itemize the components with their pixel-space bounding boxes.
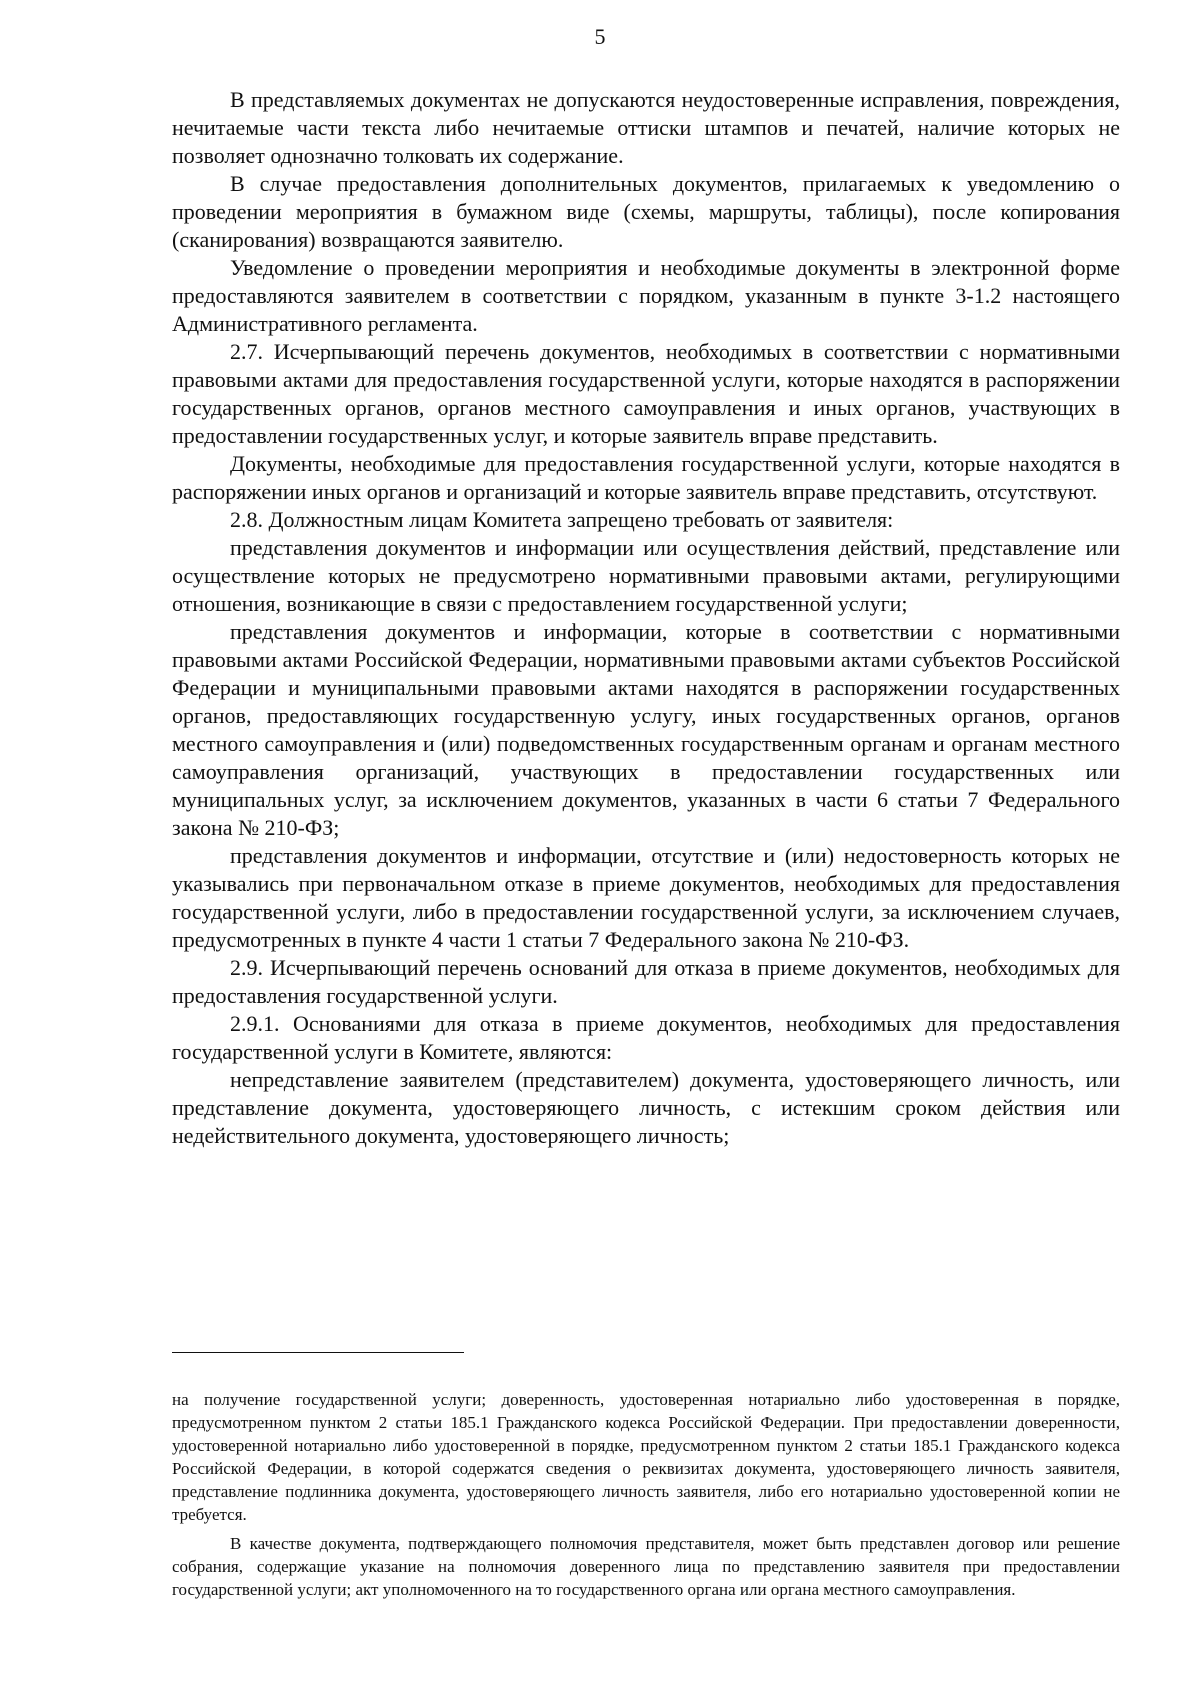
- paragraph-additional-documents: В случае предоставления дополнительных документов, прилагаемых к уведомлению о проведении мероприятия в бумажном виде (схемы, маршруты, таблицы), после копирования (сканирования) возвращаются заявителю.: [172, 171, 1120, 252]
- paragraph-prohibition-1: представления документов и информации или осуществления действий, представление или осуществление которых не предусмотрено нормативными правовыми актами, регулирующими отношения, возникающие в связи с предоставлением государственной услуги;: [172, 535, 1120, 616]
- paragraph-section-2-9-1: 2.9.1. Основаниями для отказа в приеме документов, необходимых для предоставления государственной услуги в Комитете, являются:: [172, 1011, 1120, 1064]
- footnotes: [172, 1388, 1120, 1601]
- paragraph-documents-absent: Документы, необходимые для предоставления государственной услуги, которые находятся в распоряжении иных органов и организаций и которые заявитель вправе представить, отсутствуют.: [172, 451, 1120, 504]
- paragraph-section-2-7: 2.7. Исчерпывающий перечень документов, необходимых в соответствии с нормативными правовыми актами для предоставления государственной услуги, которые находятся в распоряжении государственных органов, органов местного самоуправления и иных органов, участвующих в предоставлении государственных услуг, и которые заявитель вправе представить.: [172, 339, 1120, 448]
- paragraph-prohibition-2: представления документов и информации, которые в соответствии с нормативными правовыми актами Российской Федерации, нормативными правовыми актами субъектов Российской Федерации и муниципальными правовыми актами находятся в распоряжении государственных органов, предоставляющих государственную услугу, иных государственных органов, органов местного самоуправления и (или) подведомственных государственным органам и органам местного самоуправления организаций, участвующих в предоставлении государственных или муниципальных услуг, за исключением документов, указанных в части 6 статьи 7 Федерального закона № 210-ФЗ;: [172, 619, 1120, 840]
- footnote-representative-authority: В качестве документа, подтверждающего полномочия представителя, может быть представлен договор или решение собрания, содержащие указание на полномочия доверенного лица по представлению заявителя при предоставлении государственной услуги; акт уполномоченного на то государственного органа или органа местного самоуправления.: [172, 1534, 1120, 1599]
- paragraph-section-2-8: 2.8. Должностным лицам Комитета запрещено требовать от заявителя:: [230, 507, 894, 532]
- page-number: 5: [594, 24, 606, 49]
- paragraph-prohibition-3: представления документов и информации, отсутствие и (или) недостоверность которых не указывались при первоначальном отказе в приеме документов, необходимых для предоставления государственной услуги, либо в предоставлении государственной услуги, за исключением случаев, предусмотренных в пункте 4 части 1 статьи 7 Федерального закона № 210-ФЗ.: [172, 843, 1120, 952]
- footnote-separator: [172, 1352, 464, 1353]
- paragraph-section-2-9: 2.9. Исчерпывающий перечень оснований для отказа в приеме документов, необходимых для предоставления государственной услуги.: [172, 955, 1120, 1008]
- footnote-continuation: на получение государственной услуги; доверенность, удостоверенная нотариально либо удостоверенная в порядке, предусмотренном пунктом 2 статьи 185.1 Гражданского кодекса Российской Федерации. При предоставлении доверенности, удостоверенной нотариально либо удостоверенной в порядке, предусмотренном пунктом 2 статьи 185.1 Гражданского кодекса Российской Федерации, в которой содержатся сведения о реквизитах документа, удостоверяющего личность заявителя, представление подлинника документа, удостоверяющего личность заявителя, либо его нотариально удостоверенной копии не требуется.: [172, 1390, 1120, 1524]
- paragraph-electronic-notification: Уведомление о проведении мероприятия и необходимые документы в электронной форме предоставляются заявителем в соответствии с порядком, указанным в пункте 3-1.2 настоящего Административного регламента.: [172, 255, 1120, 336]
- main-text: [172, 86, 1120, 1150]
- paragraph-refusal-ground-1: непредставление заявителем (представителем) документа, удостоверяющего личность, или представление документа, удостоверяющего личность, с истекшим сроком действия или недействительного документа, удостоверяющего личность;: [172, 1067, 1120, 1148]
- paragraph-document-defects: В представляемых документах не допускаются неудостоверенные исправления, повреждения, нечитаемые части текста либо нечитаемые оттиски штампов и печатей, наличие которых не позволяет однозначно толковать их содержание.: [172, 87, 1120, 168]
